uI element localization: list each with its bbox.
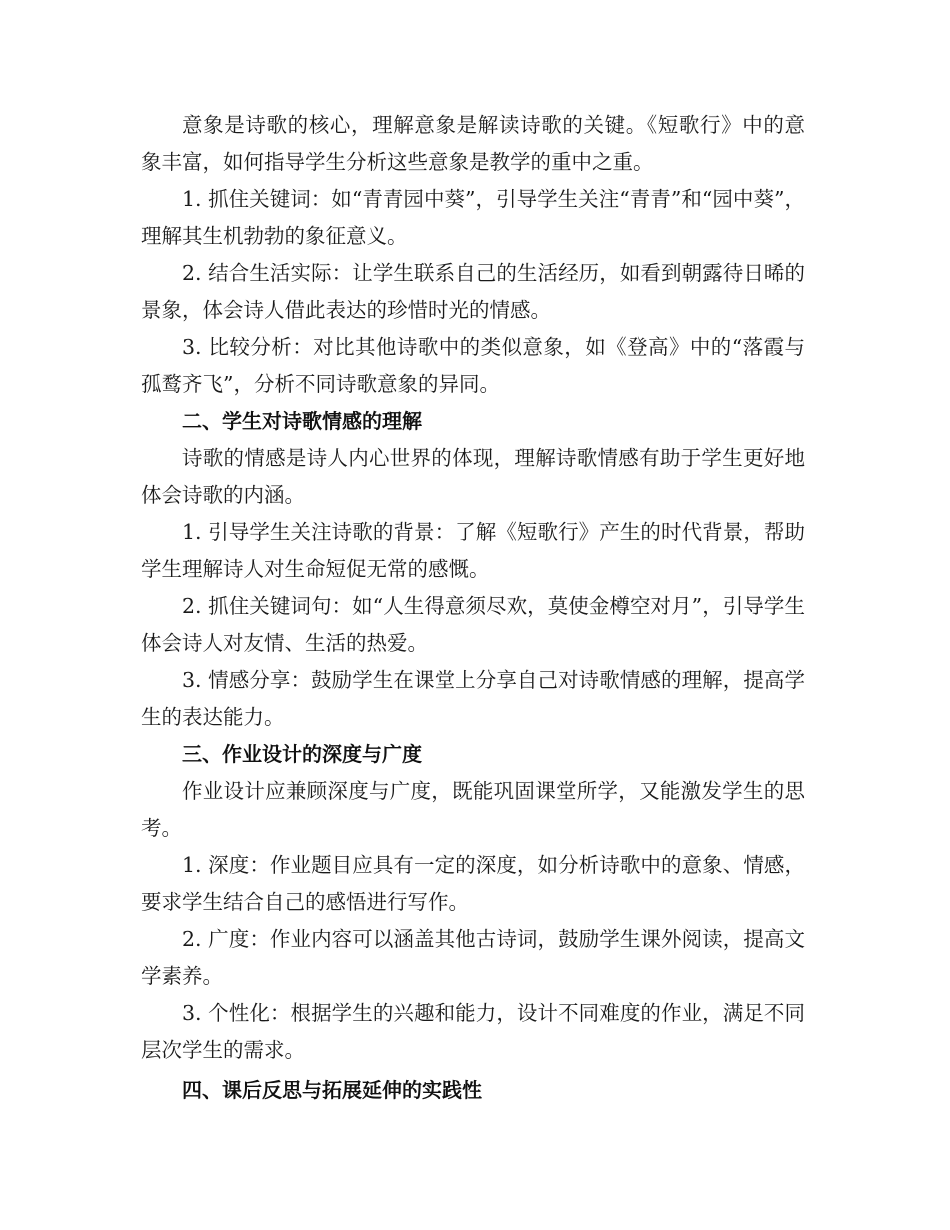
section1-item-1: 1. 抓住关键词：如“青青园中葵”，引导学生关注“青青”和“园中葵”，理解其生机勃勃的象征意义。 [141,187,805,248]
section1-item-2: 2. 结合生活实际：让学生联系自己的生活经历，如看到朝露待日晞的景象，体会诗人借此表达的珍惜时光的情感。 [141,261,805,322]
section1-intro: 意象是诗歌的核心，理解意象是解读诗歌的关键。《短歌行》中的意象丰富，如何指导学生分析这些意象是教学的重中之重。 [141,113,805,174]
section3-intro: 作业设计应兼顾深度与广度，既能巩固课堂所学，又能激发学生的思考。 [141,779,805,840]
section3-heading: 三、作业设计的深度与广度 [182,742,422,766]
section3-item-3: 3. 个性化：根据学生的兴趣和能力，设计不同难度的作业，满足不同层次学生的需求。 [141,1001,805,1062]
section3-item-1: 1. 深度：作业题目应具有一定的深度，如分析诗歌中的意象、情感，要求学生结合自己的感悟进行写作。 [141,853,805,914]
section2-heading: 二、学生对诗歌情感的理解 [182,409,422,433]
section2-intro: 诗歌的情感是诗人内心世界的体现，理解诗歌情感有助于学生更好地体会诗歌的内涵。 [141,446,805,507]
section2-item-1: 1. 引导学生关注诗歌的背景：了解《短歌行》产生的时代背景，帮助学生理解诗人对生命短促无常的感慨。 [141,520,805,581]
section4-heading: 四、课后反思与拓展延伸的实践性 [182,1078,482,1102]
section3-item-2: 2. 广度：作业内容可以涵盖其他古诗词，鼓励学生课外阅读，提高文学素养。 [141,927,805,988]
document-body [141,107,805,1109]
section2-item-2: 2. 抓住关键词句：如“人生得意须尽欢，莫使金樽空对月”，引导学生体会诗人对友情、生活的热爱。 [141,594,805,655]
section2-item-3: 3. 情感分享：鼓励学生在课堂上分享自己对诗歌情感的理解，提高学生的表达能力。 [141,668,805,729]
section1-item-3: 3. 比较分析：对比其他诗歌中的类似意象，如《登高》中的“落霞与孤鹜齐飞”，分析不同诗歌意象的异同。 [141,335,805,396]
